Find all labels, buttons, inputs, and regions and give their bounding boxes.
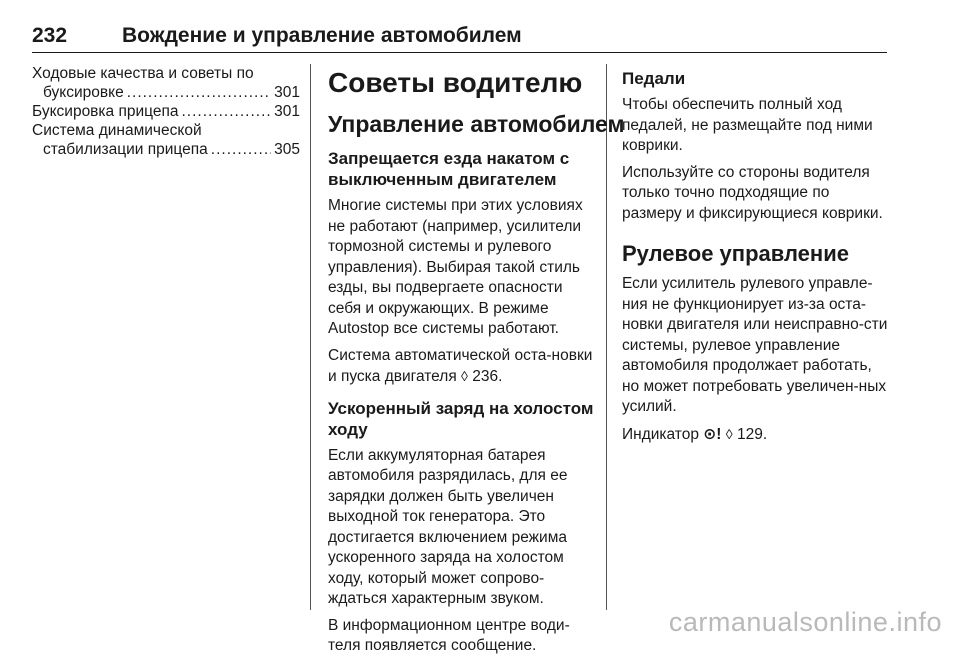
toc-entry[interactable] bbox=[32, 64, 300, 102]
section-subtitle: Управление автомобилем bbox=[328, 111, 625, 137]
toc-line bbox=[32, 140, 300, 159]
toc-line bbox=[32, 64, 300, 83]
main-column bbox=[328, 64, 625, 657]
body-paragraph: Используйте со стороны водителя только точно подходящие по размеру и фиксирующиеся коврики. bbox=[622, 163, 883, 222]
toc-entry-text: Ходовые качества и советы по bbox=[32, 65, 254, 82]
column-divider bbox=[606, 64, 607, 610]
toc-line bbox=[32, 102, 300, 121]
column-divider bbox=[310, 64, 311, 610]
page-reference-icon: ◊ bbox=[725, 425, 733, 442]
body-paragraph: Если усилитель рулевого управле-ния не функционирует из-за оста-новки двигателя или неисправно-сти системы, рулевое управление автомобиля продолжает работать, но может потребовать увеличен-ных усилий. bbox=[622, 275, 888, 415]
toc-leader bbox=[211, 140, 271, 159]
paragraph-text: Система автоматической оста-новки и пуска двигателя bbox=[328, 346, 593, 385]
right-column bbox=[622, 64, 890, 445]
page-reference-icon: ◊ bbox=[461, 368, 468, 384]
page-number: 232 bbox=[32, 24, 68, 47]
toc-entry-text: буксировке bbox=[43, 84, 124, 101]
toc-leader bbox=[181, 102, 271, 121]
toc-entry[interactable] bbox=[32, 121, 300, 159]
body-paragraph-with-ref bbox=[622, 424, 890, 446]
toc-leader bbox=[127, 83, 271, 102]
toc-entry-text: стабилизации прицепа bbox=[43, 141, 208, 158]
steering-warning-icon: ⊙! bbox=[703, 425, 722, 443]
toc-line bbox=[32, 83, 300, 102]
body-paragraph: В информационном центре води-теля появляется сообщение. bbox=[328, 616, 570, 654]
watermark: carmanualsonline.info bbox=[668, 607, 942, 637]
paragraph-text: Индикатор bbox=[622, 425, 699, 443]
section-heading: Рулевое управление bbox=[622, 241, 849, 266]
toc-page-number: 305 bbox=[274, 141, 300, 158]
toc-page-number: 301 bbox=[274, 103, 300, 120]
toc-column bbox=[32, 64, 300, 159]
subsection-heading: Ускоренный заряд на холостом ходу bbox=[328, 398, 594, 439]
body-paragraph: Многие системы при этих условиях не работают (например, усилители тормозной системы и рулевого управления). Выбирая такой стиль езды, вы подвергаете опасности себя и окружающих. В режиме Autostop все системы работают. bbox=[328, 197, 583, 337]
page-reference[interactable]: 236. bbox=[472, 368, 503, 385]
page-reference[interactable]: 129. bbox=[737, 425, 768, 443]
subsection-heading: Запрещается езда накатом с выключенным двигателем bbox=[328, 149, 570, 189]
body-paragraph-with-ref bbox=[328, 346, 596, 388]
toc-entry-text: Буксировка прицепа bbox=[32, 103, 179, 120]
section-title: Советы водителю bbox=[328, 67, 583, 98]
toc-entry-text: Система динамической bbox=[32, 122, 202, 139]
body-paragraph: Если аккумуляторная батарея автомобиля разрядилась, для ее зарядки должен быть увеличен выходной ток генератора. Это достигается включением режима ускоренного заряда на холостом ходу, который может сопрово-ждаться характерным звуком. bbox=[328, 446, 568, 607]
toc-entry[interactable] bbox=[32, 102, 300, 121]
toc-page-number: 301 bbox=[274, 84, 300, 101]
subsection-heading: Педали bbox=[622, 69, 686, 88]
toc-line bbox=[32, 121, 300, 140]
body-paragraph: Чтобы обеспечить полный ход педалей, не размещайте под ними коврики. bbox=[622, 96, 873, 154]
page-header bbox=[32, 22, 887, 53]
chapter-title: Вождение и управление автомобилем bbox=[122, 24, 522, 47]
